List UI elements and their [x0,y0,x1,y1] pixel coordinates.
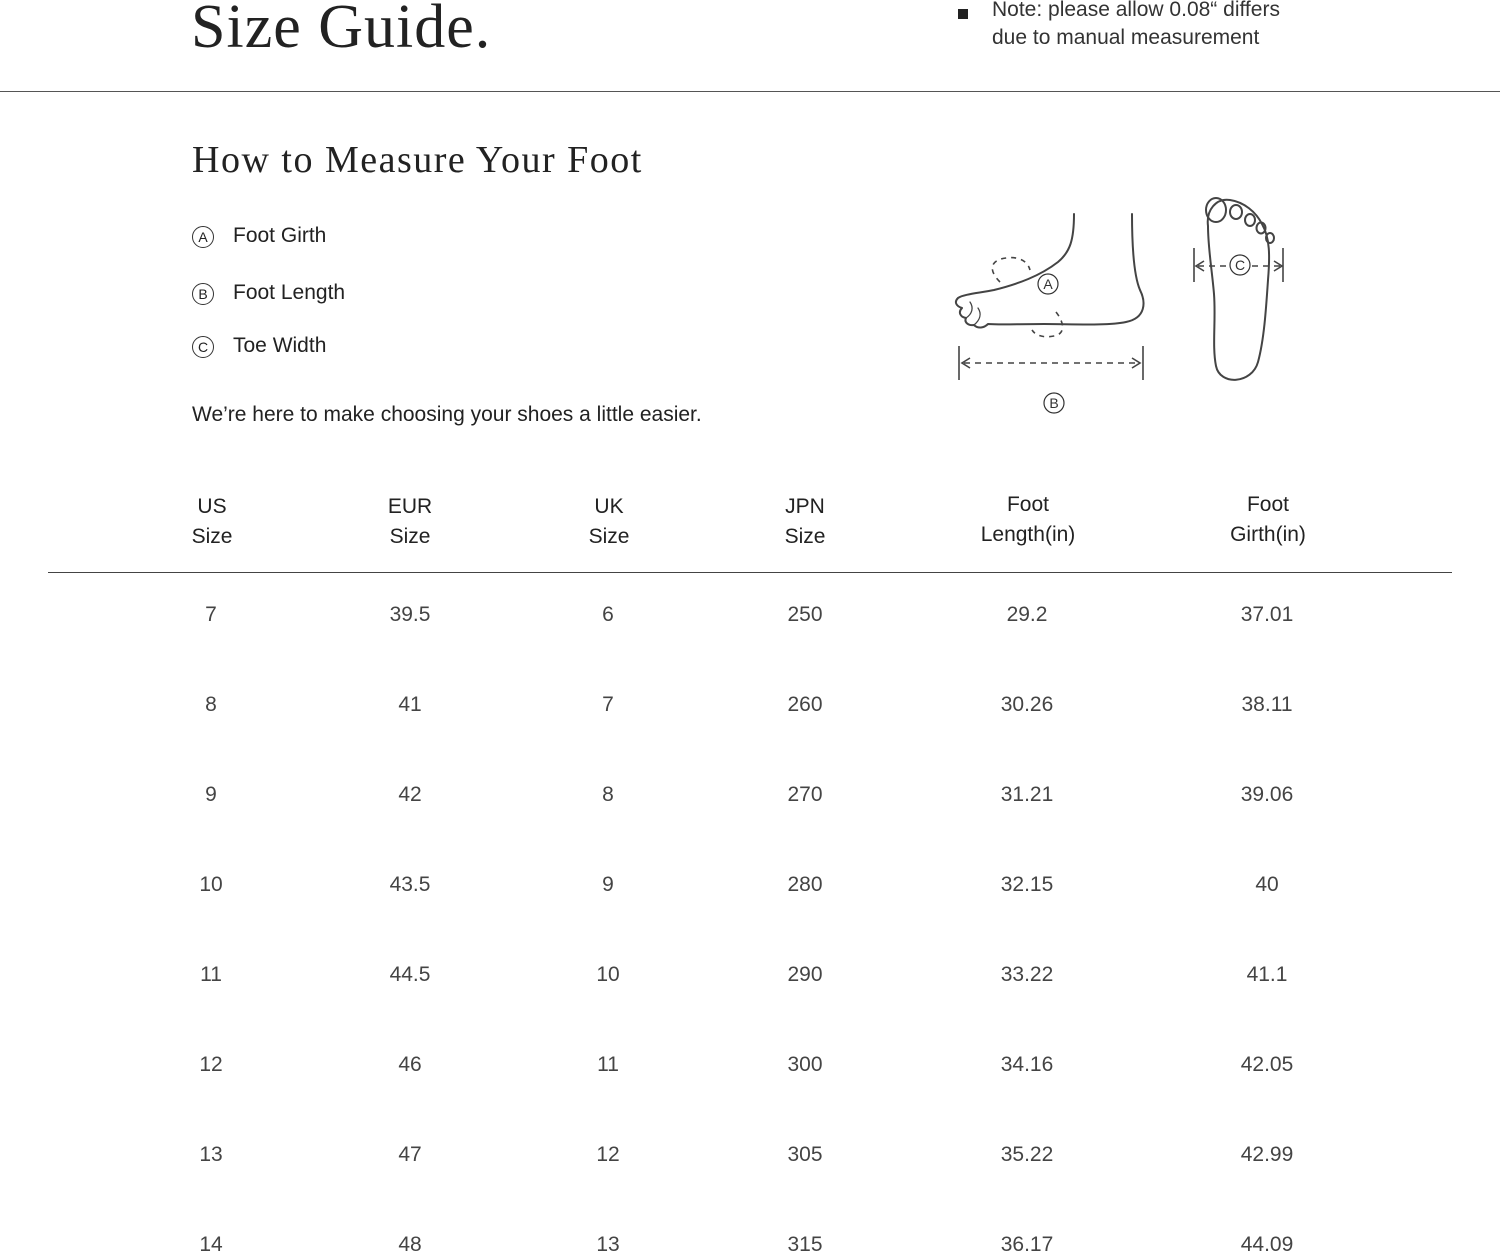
table-cell: 30.26 [1000,693,1054,716]
table-cell: 36.17 [1000,1233,1054,1256]
table-cell: 11 [597,1053,619,1076]
marker-b-label: B [1049,395,1059,411]
table-cell: 37.01 [1240,603,1294,626]
table-cell: 12 [199,1053,223,1076]
header-divider [0,91,1500,92]
header-foot-length: Foot Length(in) [980,493,1076,546]
tagline: We’re here to make choosing your shoes a little easier. [192,403,702,426]
table-cell: 41 [398,693,422,716]
table-cell: 305 [787,1143,823,1166]
table-cell: 40 [1255,873,1279,896]
table-cell: 260 [787,693,823,716]
table-cell: 14 [199,1233,223,1256]
table-cell: 44.5 [389,963,431,986]
table-cell: 39.06 [1240,783,1294,806]
table-cell: 46 [398,1053,422,1076]
table-cell: 42.99 [1240,1143,1294,1166]
section-heading: How to Measure Your Foot [192,139,643,181]
legend-label: Toe Width [233,334,327,357]
table-cell: 47 [398,1143,422,1166]
table-cell: 300 [787,1053,823,1076]
table-cell: 43.5 [389,873,431,896]
table-cell: 250 [787,603,823,626]
table-cell: 34.16 [1000,1053,1054,1076]
table-cell: 7 [602,693,614,716]
table-cell: 10 [596,963,620,986]
table-cell: 11 [200,963,222,986]
table-cell: 290 [787,963,823,986]
table-cell: 315 [787,1233,823,1256]
header-eur-size: EUR Size [387,495,433,548]
table-cell: 48 [398,1233,422,1256]
bullet-icon [958,9,968,19]
table-cell: 33.22 [1000,963,1054,986]
table-cell: 39.5 [389,603,431,626]
circle-c-icon: C [192,336,214,358]
table-cell: 42.05 [1240,1053,1294,1076]
table-cell: 13 [596,1233,620,1256]
table-cell: 9 [205,783,217,806]
table-cell: 8 [205,693,217,716]
table-header-divider [48,572,1452,573]
header-uk-size: UK Size [588,495,630,548]
note-line-2: due to manual measurement [992,26,1260,49]
table-cell: 41.1 [1246,963,1288,986]
page-title: Size Guide. [191,0,492,61]
legend-label: Foot Girth [233,224,327,247]
table-cell: 12 [596,1143,620,1166]
circle-b-icon: B [192,283,214,305]
circle-a-icon: A [192,226,214,248]
table-cell: 13 [199,1143,223,1166]
table-cell: 9 [602,873,614,896]
table-cell: 7 [205,603,217,626]
header-us-size: US Size [191,495,233,548]
table-cell: 38.11 [1241,693,1293,716]
side-foot-outline-icon [956,214,1144,328]
table-cell: 42 [398,783,422,806]
foot-measurement-illustration [940,190,1300,430]
table-cell: 35.22 [1000,1143,1054,1166]
table-cell: 280 [787,873,823,896]
note-line-1: Note: please allow 0.08“ differs [992,0,1280,21]
table-cell: 32.15 [1000,873,1054,896]
legend-label: Foot Length [233,281,346,304]
sole-foot-outline-icon [1208,200,1269,380]
marker-a-label: A [1043,276,1053,292]
table-cell: 29.2 [1006,603,1048,626]
header-foot-girth: Foot Girth(in) [1230,493,1306,546]
table-cell: 270 [787,783,823,806]
marker-c-label: C [1234,257,1246,273]
table-cell: 8 [602,783,614,806]
header-jpn-size: JPN Size [784,495,826,548]
table-cell: 31.21 [1000,783,1054,806]
table-cell: 6 [602,603,614,626]
table-cell: 10 [199,873,223,896]
table-cell: 44.09 [1240,1233,1294,1256]
